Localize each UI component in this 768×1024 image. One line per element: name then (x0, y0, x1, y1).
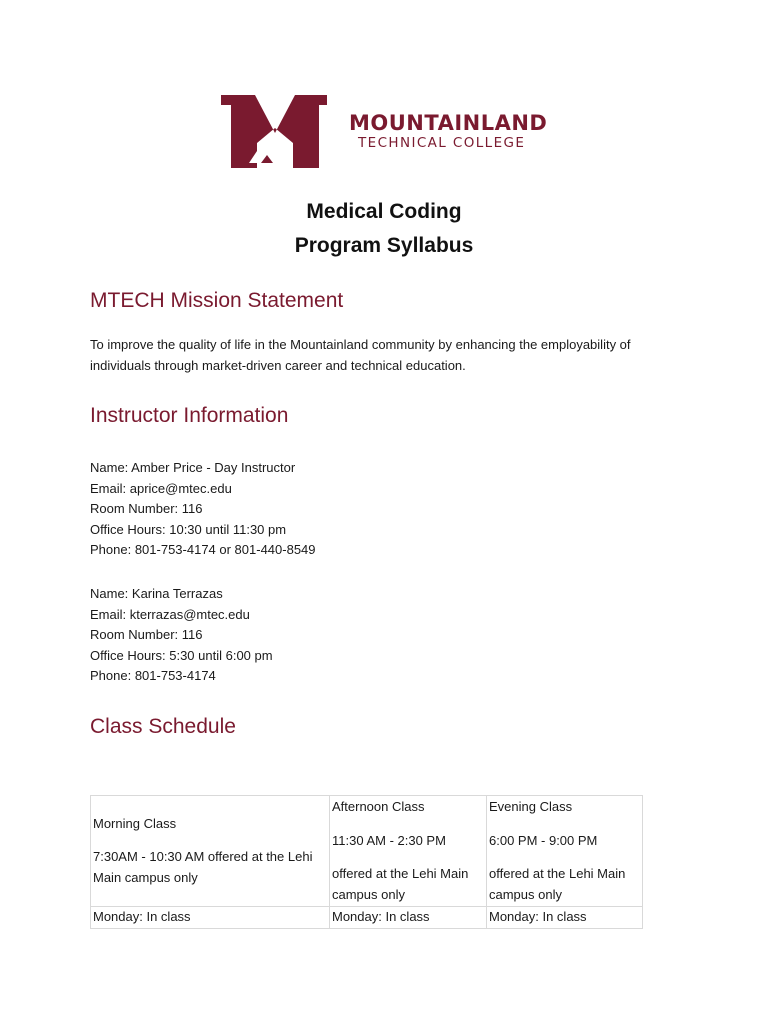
afternoon-day-cell: Monday: In class (330, 907, 487, 929)
mission-heading: MTECH Mission Statement (90, 289, 344, 312)
class-name: Morning Class (93, 815, 177, 831)
class-time: 7:30AM - 10:30 AM offered at the Lehi Main campus only (93, 849, 313, 885)
instructor-card-1 (90, 458, 316, 561)
instructor-phone: Phone: 801-753-4174 (90, 668, 216, 683)
mountain-m-logo-icon (221, 93, 329, 171)
afternoon-class-cell (330, 796, 487, 907)
instructor-hours: Office Hours: 5:30 until 6:00 pm (90, 647, 273, 663)
instructor-name: Name: Karina Terrazas (90, 586, 223, 601)
title-line-1: Medical Coding (306, 200, 462, 223)
class-name: Afternoon Class (332, 799, 425, 814)
instructor-email: Email: kterrazas@mtec.edu (90, 606, 250, 622)
college-logo (221, 93, 551, 171)
logo-name: MOUNTAINLAND (349, 111, 548, 135)
instructor-hours: Office Hours: 10:30 until 11:30 pm (90, 521, 287, 537)
table-row (91, 907, 643, 929)
schedule-heading: Class Schedule (90, 715, 236, 738)
class-time: 11:30 AM - 2:30 PM (332, 832, 446, 848)
class-time: 6:00 PM - 9:00 PM (489, 832, 598, 848)
table-row (91, 796, 643, 907)
class-location: offered at the Lehi Main campus only (489, 866, 626, 902)
instructor-phone: Phone: 801-753-4174 or 801-440-8549 (90, 542, 316, 557)
evening-class-cell (487, 796, 643, 907)
morning-day-cell: Monday: In class (91, 907, 330, 929)
mission-text: To improve the quality of life in the Mountainland community by enhancing the employability of individuals through market-driven career and technical education. (90, 337, 631, 373)
class-name: Evening Class (489, 799, 573, 814)
instructor-room: Room Number: 116 (90, 627, 203, 642)
instructor-email: Email: aprice@mtec.edu (90, 480, 232, 496)
title-line-2: Program Syllabus (294, 234, 474, 257)
instructor-room: Room Number: 116 (90, 501, 203, 516)
class-location: offered at the Lehi Main campus only (332, 866, 469, 902)
document-title (0, 195, 768, 263)
morning-class-cell (91, 796, 330, 907)
instructor-name: Name: Amber Price - Day Instructor (90, 460, 296, 475)
instructor-heading: Instructor Information (90, 404, 289, 427)
evening-day-cell: Monday: In class (487, 907, 643, 929)
instructor-card-2 (90, 584, 273, 687)
logo-subtitle: TECHNICAL COLLEGE (358, 135, 526, 151)
schedule-table (90, 795, 643, 929)
